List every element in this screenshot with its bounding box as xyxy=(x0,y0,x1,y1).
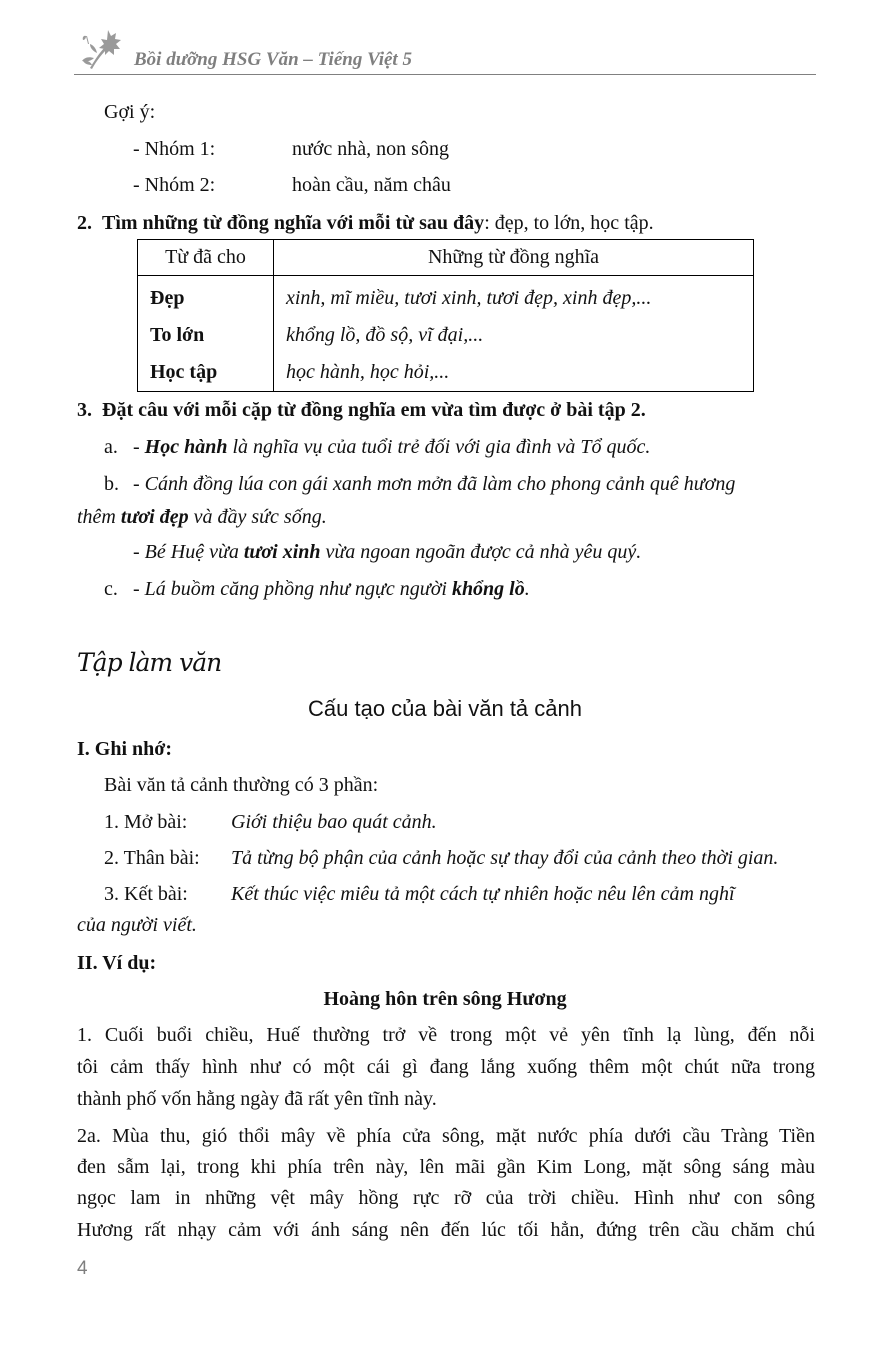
table-row xyxy=(138,317,754,354)
exercise-3-prompt xyxy=(77,399,646,422)
exercise-3-a-label: a. xyxy=(104,436,118,458)
exercise-3-b-line-2 xyxy=(77,506,327,529)
page-number: 4 xyxy=(77,1258,88,1279)
exercise-3-b-sentence-2 xyxy=(133,541,641,564)
essay-title: Hoàng hôn trên sông Hương xyxy=(323,988,567,1010)
hint-group-2-name: - Nhóm 2: xyxy=(133,174,216,196)
part-1-item-3-text: Kết thúc việc miêu tả một cách tự nhiên hoặc nêu lên cảm nghĩ xyxy=(231,883,735,905)
b2-bold-word: tươi xinh xyxy=(243,541,321,563)
table-header-synonyms: Những từ đồng nghĩa xyxy=(274,240,754,276)
table-header-row xyxy=(138,240,754,276)
a-rest: là nghĩa vụ của tuổi trẻ đối với gia đình và Tổ quốc. xyxy=(227,436,651,458)
table-cell-word: Đẹp xyxy=(138,276,274,318)
exercise-2-prompt xyxy=(77,212,654,235)
essay-paragraph-2-line: đen sẫm lại, trong khi phía trên này, lên mãi gần Kim Long, mặt sông sáng màu xyxy=(77,1156,815,1178)
essay-paragraph-1-line: 1. Cuối buổi chiều, Huế thường trở về trong một vẻ yên tĩnh lạ lùng, đến nỗi xyxy=(77,1024,815,1046)
exercise-2-prompt-bold: Tìm những từ đồng nghĩa với mỗi từ sau đây xyxy=(102,212,485,234)
exercise-3-number: 3. xyxy=(77,399,92,421)
lesson-title: Cấu tạo của bài văn tả cảnh xyxy=(308,696,582,721)
flower-branch-icon xyxy=(78,28,124,70)
a-bold-word: Học hành xyxy=(144,436,228,458)
table-cell-word: To lớn xyxy=(138,317,274,354)
a-dash: - xyxy=(133,436,145,458)
exercise-3-b-label: b. xyxy=(104,473,119,495)
b-bold-word: tươi đẹp xyxy=(120,506,189,528)
exercise-2-prompt-rest: : đẹp, to lớn, học tập. xyxy=(484,212,654,234)
table-row xyxy=(138,276,754,318)
c-pre: - Lá buồm căng phồng như ngực người xyxy=(133,578,452,600)
table-cell-word: Học tập xyxy=(138,354,274,392)
exercise-3-c-sentence xyxy=(133,578,530,601)
exercise-3-prompt-text: Đặt câu với mỗi cặp từ đồng nghĩa em vừa tìm được ở bài tập 2. xyxy=(102,399,646,421)
b2-pre: - Bé Huệ vừa xyxy=(133,541,244,563)
part-1-item-3-label: 3. Kết bài: xyxy=(104,883,188,905)
exercise-2-number: 2. xyxy=(77,212,92,234)
b-pre: thêm xyxy=(77,506,121,528)
essay-paragraph-2-line: 2a. Mùa thu, gió thổi mây về phía cửa sông, mặt nước phía dưới cầu Tràng Tiền xyxy=(77,1125,815,1147)
hint-group-1-words: nước nhà, non sông xyxy=(292,138,449,160)
part-1-heading: I. Ghi nhớ: xyxy=(77,738,172,760)
hint-group-2-words: hoàn cầu, năm châu xyxy=(292,174,451,196)
b2-post: vừa ngoan ngoãn được cả nhà yêu quý. xyxy=(320,541,642,563)
b-post: và đầy sức sống. xyxy=(188,506,327,528)
table-cell-synonyms: xinh, mĩ miều, tươi xinh, tươi đẹp, xinh đẹp,... xyxy=(274,276,754,318)
exercise-3-b-line-1: - Cánh đồng lúa con gái xanh mơn mởn đã làm cho phong cảnh quê hương xyxy=(133,473,736,495)
essay-paragraph-2-line: ngọc lam in những vệt mây hồng rực rỡ của trời chiều. Hình như con sông xyxy=(77,1187,815,1209)
hint-group-1-name: - Nhóm 1: xyxy=(133,138,216,160)
c-post: . xyxy=(524,578,530,600)
part-1-item-2-label: 2. Thân bài: xyxy=(104,847,200,869)
part-1-item-2-text: Tả từng bộ phận của cảnh hoặc sự thay đổi của cảnh theo thời gian. xyxy=(231,847,779,869)
table-cell-synonyms: học hành, học hỏi,... xyxy=(274,354,754,392)
c-bold-word: khổng lồ xyxy=(451,578,525,600)
essay-paragraph-1-line: tôi cảm thấy hình như có một cái gì đang lắng xuống thêm một chút nữa trong xyxy=(77,1056,815,1078)
hint-label: Gợi ý: xyxy=(104,101,156,123)
section-heading: Tập làm văn xyxy=(77,648,222,677)
part-1-item-1-text: Giới thiệu bao quát cảnh. xyxy=(231,811,437,833)
exercise-3-a-sentence xyxy=(133,436,650,459)
synonym-table xyxy=(137,239,754,392)
header-divider xyxy=(74,74,816,75)
part-1-intro: Bài văn tả cảnh thường có 3 phần: xyxy=(104,774,379,796)
part-1-item-1-label: 1. Mở bài: xyxy=(104,811,188,833)
part-1-item-3-text-cont: của người viết. xyxy=(77,914,197,936)
table-cell-synonyms: khổng lồ, đồ sộ, vĩ đại,... xyxy=(274,317,754,354)
essay-paragraph-2-line: Hương rất nhạy cảm với ánh sáng nên đến lúc tối hẳn, đứng trên cầu chăm chú xyxy=(77,1219,815,1241)
header-title: Bồi dưỡng HSG Văn – Tiếng Việt 5 xyxy=(134,49,412,70)
exercise-3-c-label: c. xyxy=(104,578,118,600)
table-row xyxy=(138,354,754,392)
part-2-heading: II. Ví dụ: xyxy=(77,952,157,974)
table-header-word: Từ đã cho xyxy=(138,240,274,276)
essay-paragraph-1-line: thành phố vốn hằng ngày đã rất yên tĩnh này. xyxy=(77,1088,437,1110)
